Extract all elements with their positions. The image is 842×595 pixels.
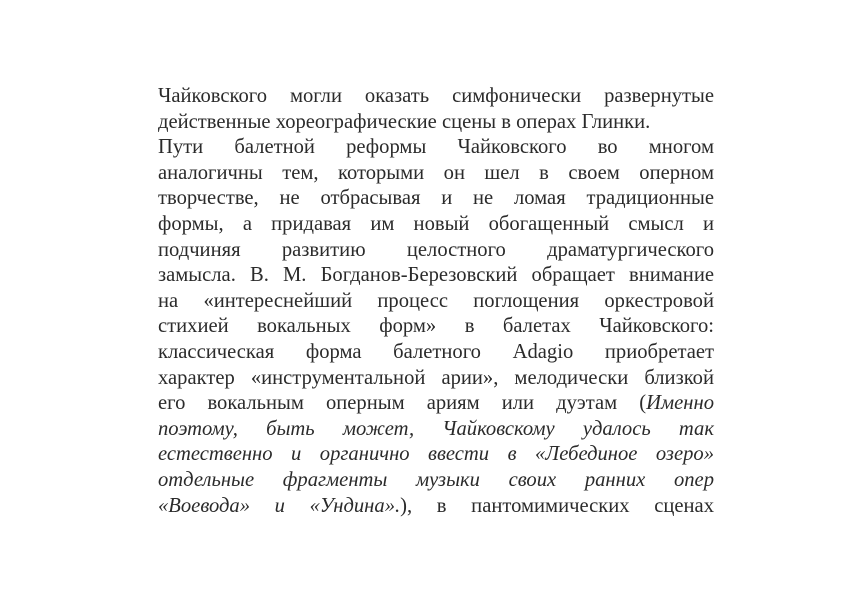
text-line bbox=[158, 494, 714, 520]
text-line: формы, а придавая им новый обогащенный смысл и bbox=[158, 212, 714, 235]
text-line: творчестве, не отбрасывая и не ломая традиционные bbox=[158, 187, 714, 210]
text-segment: ), в пантомимических сценах bbox=[400, 494, 714, 517]
text-line: на «интереснейший процесс поглощения оркестровой bbox=[158, 289, 714, 312]
text-line: Пути балетной реформы Чайковского во многом bbox=[158, 136, 714, 159]
text-segment: его вокальным оперным ариям или дуэтам ( bbox=[158, 392, 647, 415]
text-line: Чайковского могли оказать симфонически развернутые bbox=[158, 85, 714, 107]
text-line bbox=[158, 391, 714, 417]
italic-segment: «Воевода» и «Ундина». bbox=[158, 494, 401, 517]
text-line: поэтому, быть может, Чайковскому удалось так bbox=[158, 417, 714, 440]
text-line: аналогичны тем, которыми он шел в своем оперном bbox=[158, 161, 714, 184]
text-line: стихией вокальных форм» в балетах Чайковского: bbox=[158, 315, 714, 338]
text-line: подчиняя развитию целостного драматургического bbox=[158, 238, 714, 261]
body-text bbox=[158, 84, 714, 519]
text-line: характер «инструментальной арии», мелодически близкой bbox=[158, 366, 714, 389]
text-line: естественно и органично ввести в «Лебединое озеро» bbox=[158, 443, 714, 466]
italic-segment: Именно bbox=[646, 392, 714, 415]
text-line: классическая форма балетного Adagio приобретает bbox=[158, 340, 714, 363]
text-line: отдельные фрагменты музыки своих ранних опер bbox=[158, 468, 714, 491]
text-line: действенные хореографические сцены в операх Глинки. bbox=[158, 110, 651, 133]
text-line: замысла. В. М. Богданов-Березовский обращает внимание bbox=[158, 264, 714, 287]
